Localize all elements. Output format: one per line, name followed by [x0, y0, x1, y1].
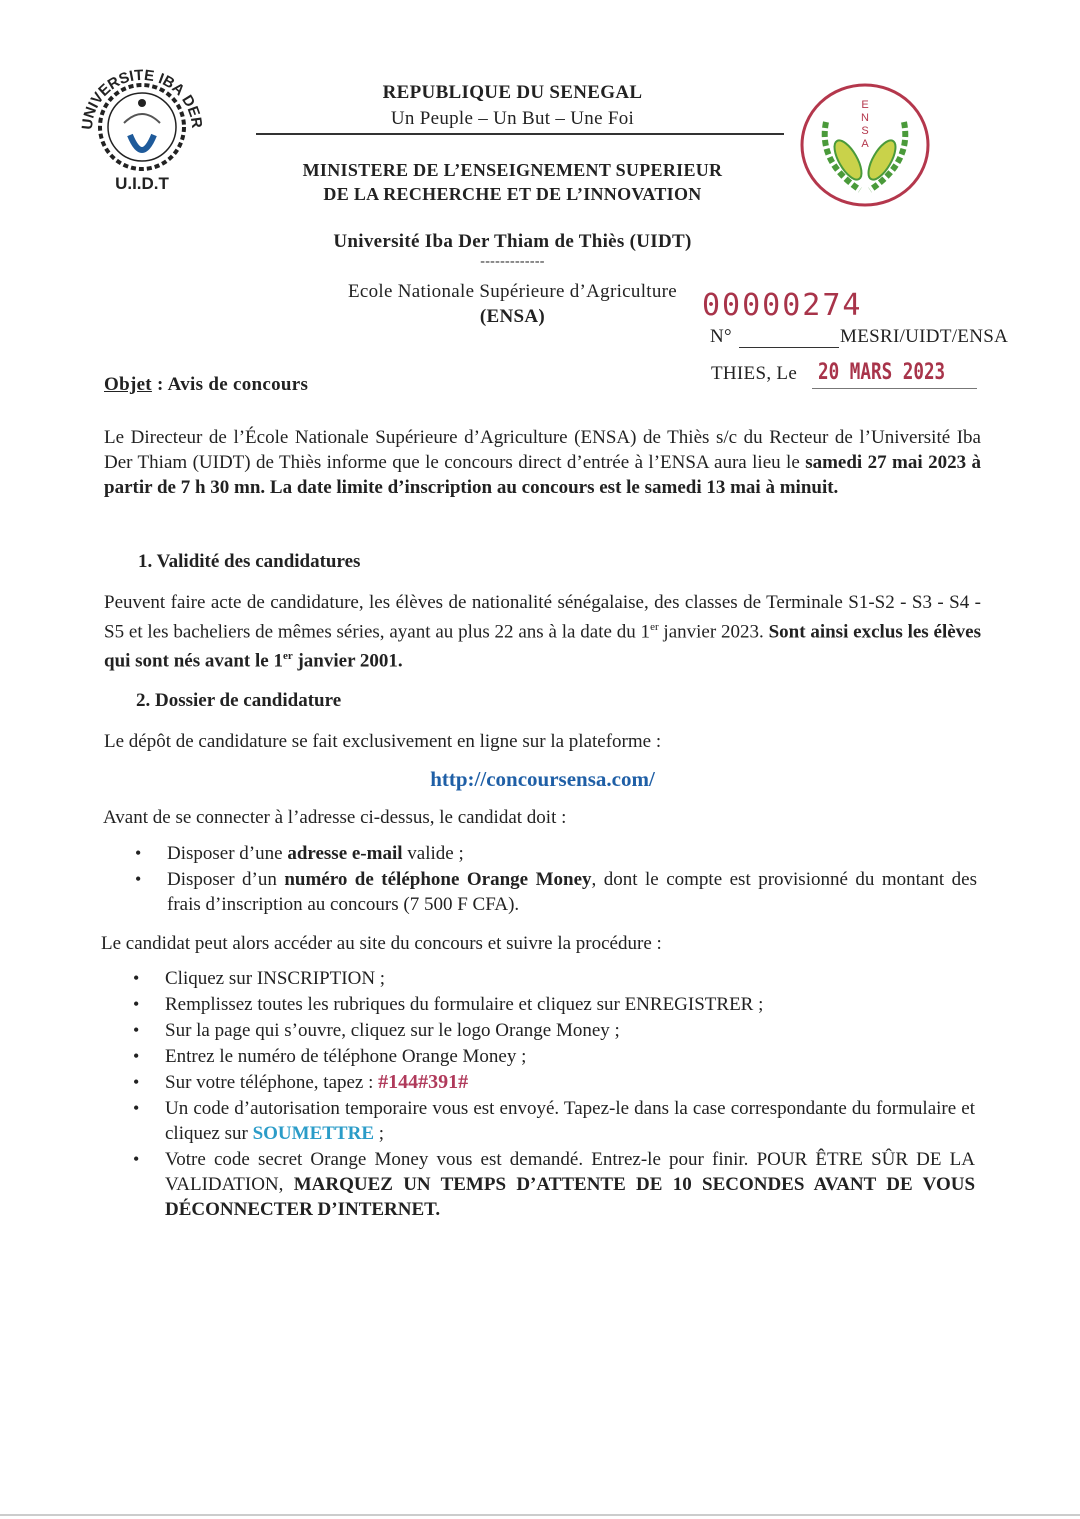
sup: er [282, 650, 293, 663]
section2-text: Le dépôt de candidature se fait exclusivement en ligne sur la plateforme : [104, 731, 662, 752]
motto: Un Peuple – Un But – Une Foi [390, 108, 635, 129]
section1-text: Peuvent faire acte de candidature, les élèves de nationalité sénégalaise, des classes de Terminale S1-S2 - S3 - S4 - S5 et les bacheliers de mêmes séries, ayant au plus 22 ans à la date du 1 [104, 592, 981, 643]
procedure-intro: Le candidat peut alors accéder au site du concours et suivre la procédure : [101, 933, 662, 954]
ministry-line1: MINISTERE DE L’ENSEIGNEMENT SUPERIEUR [302, 160, 723, 180]
svg-text:N: N [861, 112, 869, 124]
section1-text-b: janvier 2023. [658, 621, 769, 643]
country-name: REPUBLIQUE DU SENEGAL [382, 82, 643, 103]
list-item: • Sur votre téléphone, tapez : #144#391# [103, 1070, 975, 1095]
reference-stamp: 00000274 [702, 288, 863, 323]
list-item: • Disposer d’une adresse e-mail valide ; [105, 841, 977, 866]
place-label: THIES, Le [711, 363, 798, 384]
svg-text:U.I.D.T: U.I.D.T [115, 174, 169, 193]
date-line [812, 388, 977, 389]
svg-text:E: E [861, 99, 869, 111]
steps-list [103, 966, 975, 1223]
uidt-logo [72, 55, 212, 195]
svg-text:A: A [861, 138, 869, 150]
list-item: • Sur la page qui s’ouvre, cliquez sur le logo Orange Money ; [103, 1018, 975, 1043]
object-label: Objet [104, 374, 152, 395]
object-line [104, 374, 308, 396]
page-edge [0, 1514, 1080, 1516]
section1-title: 1. Validité des candidatures [138, 551, 361, 572]
requirements-list [105, 841, 977, 918]
section1-bold-b: janvier 2001. [292, 650, 403, 672]
ensa-logo [798, 82, 934, 210]
list-item: • Disposer d’un numéro de téléphone Orange Money, dont le compte est provisionné du montant des frais d’inscription au concours (7 500 F CFA). [105, 867, 977, 917]
section1-paragraph [104, 590, 981, 674]
header-divider [256, 133, 784, 135]
list-item: • Remplissez toutes les rubriques du formulaire et cliquez sur ENREGISTRER ; [103, 992, 975, 1017]
submit-label: SOUMETTRE [252, 1123, 374, 1144]
reference-prefix: N° [710, 326, 732, 347]
svg-text:S: S [861, 125, 869, 137]
reference-line [739, 347, 839, 348]
section1-bold: Sont ainsi exclus les élèves qui sont nés avant le 1 [104, 621, 981, 672]
list-item: • Votre code secret Orange Money vous est demandé. Entrez-le pour finir. POUR ÊTRE SÛR DE LA VALIDATION, MARQUEZ UN TEMPS D’ATTENTE DE 10 SECONDES AVANT DE VOUS DÉCONNECTER D’INTERNET. [103, 1147, 975, 1222]
school-abbr: (ENSA) [479, 306, 546, 327]
ministry-line2: DE LA RECHERCHE ET DE L’INNOVATION [323, 184, 702, 204]
university-name: Université Iba Der Thiam de Thiès (UIDT) [333, 231, 692, 252]
separator: ------------- [480, 254, 545, 269]
object-text: : Avis de concours [151, 374, 309, 395]
section2-title: 2. Dossier de candidature [136, 690, 342, 711]
before-connect-text: Avant de se connecter à l’adresse ci-dessus, le candidat doit : [103, 807, 567, 828]
intro-paragraph [104, 425, 981, 500]
reference-suffix: MESRI/UIDT/ENSA [840, 326, 1009, 347]
platform-link[interactable]: http://concoursensa.com/ [430, 767, 655, 791]
svg-text:UNIVERSITE IBA DER THIAM DE TH: UNIVERSITE IBA DER [78, 66, 206, 131]
intro-bold: samedi 27 mai 2023 à partir de 7 h 30 mn. La date limite d’inscription au concours est le samedi 13 mai à minuit. [104, 452, 981, 498]
list-item: • Cliquez sur INSCRIPTION ; [103, 966, 975, 991]
list-item: • Un code d’autorisation temporaire vous est envoyé. Tapez-le dans la case correspondante du formulaire et cliquez sur SOUMETTRE ; [103, 1096, 975, 1146]
sup: er [650, 621, 659, 633]
intro-text: Le Directeur de l’École Nationale Supérieure d’Agriculture (ENSA) de Thiès s/c du Recteur de l’Université Iba Der Thiam (UIDT) de Thiès informe que le concours direct d’entrée à l’ENSA aura lieu le [104, 427, 981, 473]
ussd-code: #144#391# [378, 1071, 469, 1093]
list-item: • Entrez le numéro de téléphone Orange Money ; [103, 1044, 975, 1069]
date-stamp: 20 MARS 2023 [818, 360, 946, 385]
school-name: Ecole Nationale Supérieure d’Agriculture [347, 281, 678, 302]
